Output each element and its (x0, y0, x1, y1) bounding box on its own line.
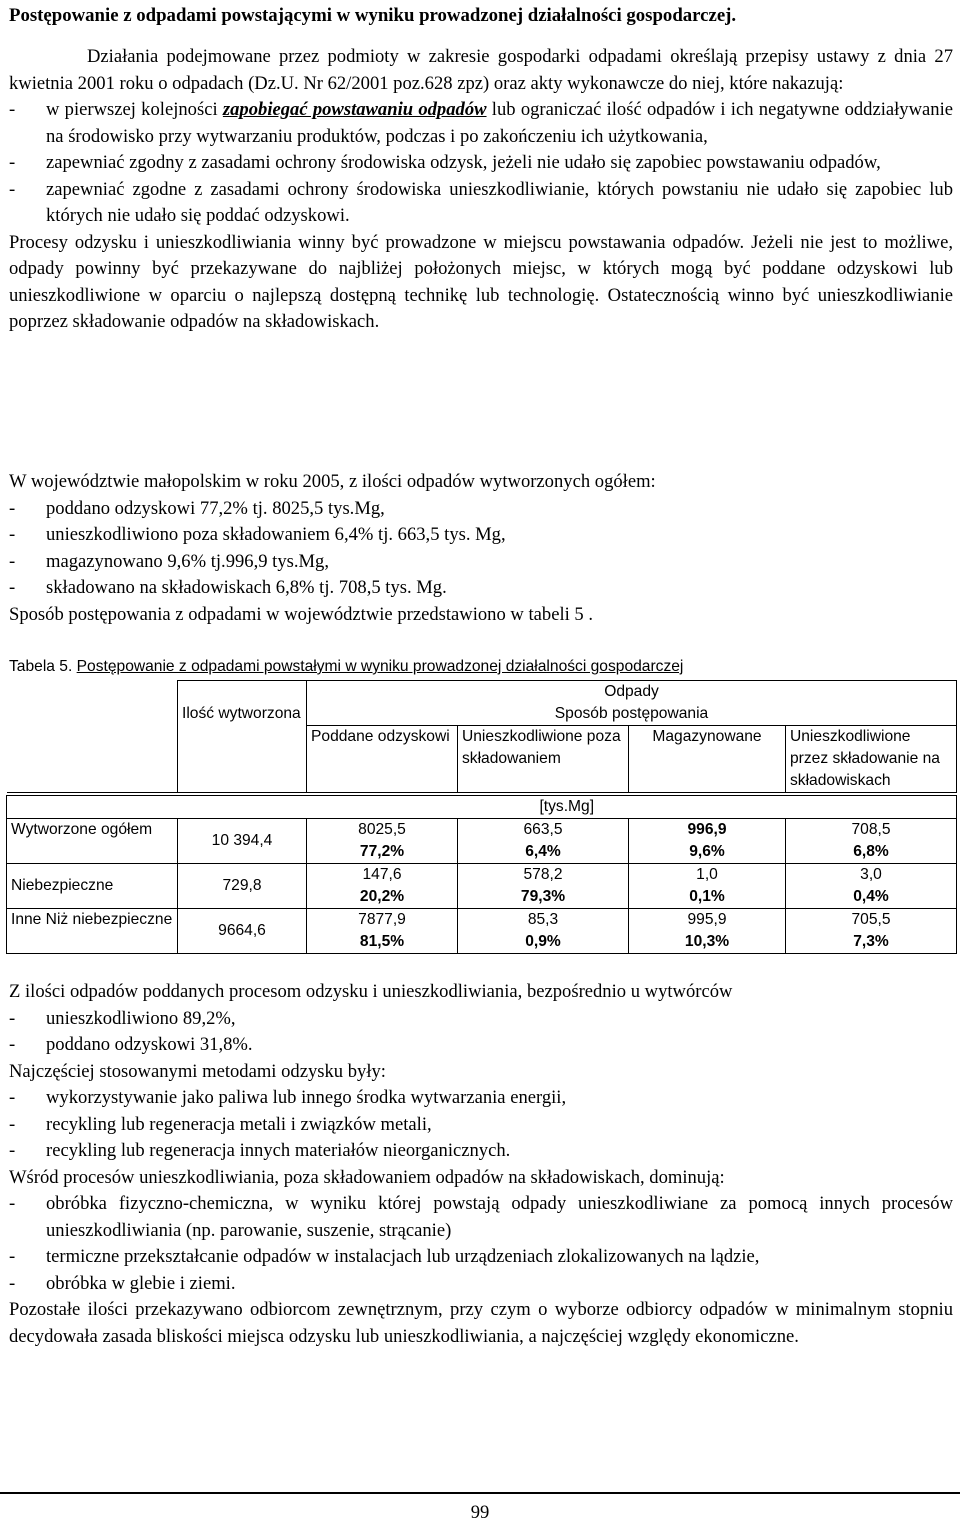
item-text: poddano odzyskowi 31,8%. (46, 1034, 253, 1055)
list-item: - obróbka fizyczno-chemiczna, w wyniku której powstają odpady unieszkodliwiane za pomocą innych procesów unieszkodliwiania (np. parowanie, suszenie, strącanie) (9, 1191, 953, 1244)
item-text: unieszkodliwiono 89,2%, (46, 1007, 236, 1029)
cell-percent: 81,5% (359, 933, 405, 950)
table-row (7, 909, 957, 954)
header-skladowanie: Unieszkodliwione przez składowanie na składowiskach (786, 726, 957, 793)
cell-value: 7877,9 (358, 911, 406, 928)
cell-ilosc: 9664,6 (178, 909, 307, 954)
caption-prefix: Tabela 5. (9, 658, 73, 675)
list-item: - unieszkodliwiono 89,2%, (9, 1006, 953, 1033)
item-text: zapewniać zgodne z zasadami ochrony środowiska unieszkodliwianie, których powstaniu nie udało się zapobiec lub których nie udało się poddać odzyskowi. (46, 178, 953, 226)
cell-percent: 0,1% (689, 888, 725, 905)
methods-closing: Pozostałe ilości przekazywano odbiorcom zewnętrznym, przy czym o wyborze odbiorcy odpadów w minimalnym stopniu decydowała zasada bliskości miejsca odzysku lub unieszkodliwiania, a najczęściej względy ekonomiczne. (9, 1299, 953, 1347)
cell-value: 147,6 (362, 866, 402, 883)
row-label: Inne Niż niebezpieczne (7, 909, 178, 954)
header-unieszkodliwione: Unieszkodliwione poza składowaniem (458, 726, 629, 793)
cell-value: 705,5 (851, 911, 891, 928)
item-text: zapewniać zgodny z zasadami ochrony środowiska odzysk, jeżeli nie udało się zapobiec powstawaniu odpadów, (46, 152, 881, 173)
list-item: - poddano odzyskowi 77,2% tj. 8025,5 tys.Mg, (9, 496, 953, 523)
cell-percent: 10,3% (684, 933, 730, 950)
header-ilosc: Ilość wytworzona (178, 681, 307, 793)
emphasis-text: zapobiegać powstawaniu odpadów (222, 99, 487, 120)
header-poddane: Poddane odzyskowi (307, 726, 458, 793)
item-text: termiczne przekształcanie odpadów w instalacjach lub urządzeniach zlokalizowanych na lądzie, (46, 1246, 760, 1267)
cell-percent: 79,3% (520, 888, 566, 905)
item-text: lub ograniczać ilość odpadów i ich negatywne oddziaływanie na środowisko przy wytwarzaniu produktów, podczas i po zakończeniu ich użytkowania, (46, 99, 953, 147)
list-item: - wykorzystywanie jako paliwa lub innego środka wytwarzania energii, (9, 1085, 953, 1112)
list-item: - magazynowano 9,6% tj.996,9 tys.Mg, (9, 549, 953, 576)
list-item: - termiczne przekształcanie odpadów w instalacjach lub urządzeniach zlokalizowanych na lądzie, (9, 1244, 953, 1271)
disposal-lead: Wśród procesów unieszkodliwiania, poza składowaniem odpadów na składowiskach, dominują: (9, 1166, 725, 1188)
cell-value: 85,3 (527, 911, 559, 928)
methods-section (9, 979, 953, 1350)
header-odpady: Odpady (307, 681, 957, 704)
footer-divider (0, 1492, 960, 1494)
cell-percent: 0,9% (525, 933, 561, 950)
item-text: obróbka fizyczno-chemiczna, w wyniku której powstają odpady unieszkodliwiane za pomocą innych procesów unieszkodliwiania (np. parowanie, suszenie, strącanie) (46, 1193, 953, 1241)
cell-value: 3,0 (860, 866, 882, 883)
cell-percent: 9,6% (689, 843, 725, 860)
cell-value: 996,9 (687, 821, 727, 838)
list-item: - składowano na składowiskach 6,8% tj. 708,5 tys. Mg. (9, 575, 953, 602)
item-text: obróbka w glebie i ziemi. (46, 1272, 236, 1294)
cell-percent: 6,8% (853, 843, 889, 860)
intro-paragraph: Działania podejmowane przez podmioty w zakresie gospodarki odpadami określają przepisy ustawy z dnia 27 kwietnia 2001 roku o odpadach (Dz.U. Nr 62/2001 poz.628 zpz) oraz akty wykonawcze do niej, które nakazują: (9, 46, 953, 94)
list-item: - poddano odzyskowi 31,8%. (9, 1032, 953, 1059)
cell-percent: 0,4% (853, 888, 889, 905)
stats-lead: W województwie małopolskim w roku 2005, z ilości odpadów wytworzonych ogółem: (9, 471, 656, 492)
list-item: - recykling lub regeneracja innych materiałów nieorganicznych. (9, 1138, 953, 1165)
cell-percent: 6,4% (525, 843, 561, 860)
cell-ilosc: 729,8 (178, 864, 307, 909)
item-text: poddano odzyskowi 77,2% tj. 8025,5 tys.Mg, (46, 497, 385, 519)
list-item: - w pierwszej kolejności zapobiegać powstawaniu odpadów lub ograniczać ilość odpadów i ich negatywne oddziaływanie na środowisko przy wytwarzaniu produktów, podczas i po zakończeniu ich użytkowania, (9, 99, 953, 147)
methods-lead: Z ilości odpadów poddanych procesom odzysku i unieszkodliwiania, bezpośrednio u wytwórców (9, 981, 733, 1002)
table-caption (9, 654, 683, 681)
intro-section (9, 44, 953, 336)
list-item: - unieszkodliwiono poza składowaniem 6,4% tj. 663,5 tys. Mg, (9, 522, 953, 549)
row-label: Niebezpieczne (7, 864, 178, 909)
item-text: unieszkodliwiono poza składowaniem 6,4% tj. 663,5 tys. Mg, (46, 524, 506, 545)
recovery-lead: Najczęściej stosowanymi metodami odzysku były: (9, 1060, 386, 1082)
item-text: w pierwszej kolejności (46, 99, 218, 120)
table-row (7, 819, 957, 864)
page-heading: Postępowanie z odpadami powstającymi w wyniku prowadzonej działalności gospodarczej. (9, 5, 737, 26)
process-paragraph: Procesy odzysku i unieszkodliwiania winny być prowadzone w miejscu powstawania odpadów. Jeżeli nie jest to możliwe, odpady powinny być przekazywane do najbliżej położonych miejsc, w których mogą być poddane odzyskowi lub unieszkodliwione w oparciu o najlepszą dostępną technikę lub technologię. Ostatecznością winno być unieszkodliwianie poprzez składowanie odpadów na składowiskach. (9, 231, 953, 332)
cell-percent: 20,2% (359, 888, 405, 905)
caption-title: Postępowanie z odpadami powstałymi w wyniku prowadzonej działalności gospodarczej (76, 658, 684, 675)
cell-value: 708,5 (851, 821, 891, 838)
cell-value: 663,5 (523, 821, 563, 838)
row-label: Wytworzone ogółem (7, 819, 178, 864)
item-text: recykling lub regeneracja innych materiałów nieorganicznych. (46, 1140, 511, 1161)
waste-table (6, 680, 957, 954)
list-item: - zapewniać zgodny z zasadami ochrony środowiska odzysk, jeżeli nie udało się zapobiec powstawaniu odpadów, (9, 150, 953, 177)
item-text: składowano na składowiskach 6,8% tj. 708,5 tys. Mg. (46, 577, 447, 598)
item-text: magazynowano 9,6% tj.996,9 tys.Mg, (46, 550, 330, 572)
cell-value: 1,0 (696, 866, 718, 883)
cell-value: 8025,5 (358, 821, 406, 838)
list-item: - recykling lub regeneracja metali i związków metali, (9, 1112, 953, 1139)
page-number: 99 (470, 1502, 490, 1523)
list-item: - zapewniać zgodne z zasadami ochrony środowiska unieszkodliwianie, których powstaniu nie udało się zapobiec lub których nie udało się poddać odzyskowi. (9, 177, 953, 230)
cell-value: 578,2 (523, 866, 563, 883)
list-item: - obróbka w glebie i ziemi. (9, 1271, 953, 1298)
stats-closing: Sposób postępowania z odpadami w województwie przedstawiono w tabeli 5 . (9, 603, 594, 625)
cell-value: 995,9 (687, 911, 727, 928)
cell-percent: 7,3% (853, 933, 889, 950)
stats-section (9, 469, 953, 628)
table-row (7, 864, 957, 909)
item-text: recykling lub regeneracja metali i związków metali, (46, 1113, 432, 1135)
item-text: wykorzystywanie jako paliwa lub innego środka wytwarzania energii, (46, 1087, 567, 1108)
header-magazynowane: Magazynowane (629, 726, 786, 793)
unit-label: [tys.Mg] (178, 796, 957, 819)
cell-percent: 77,2% (359, 843, 405, 860)
cell-ilosc: 10 394,4 (178, 819, 307, 864)
header-sposob: Sposób postępowania (307, 703, 957, 726)
